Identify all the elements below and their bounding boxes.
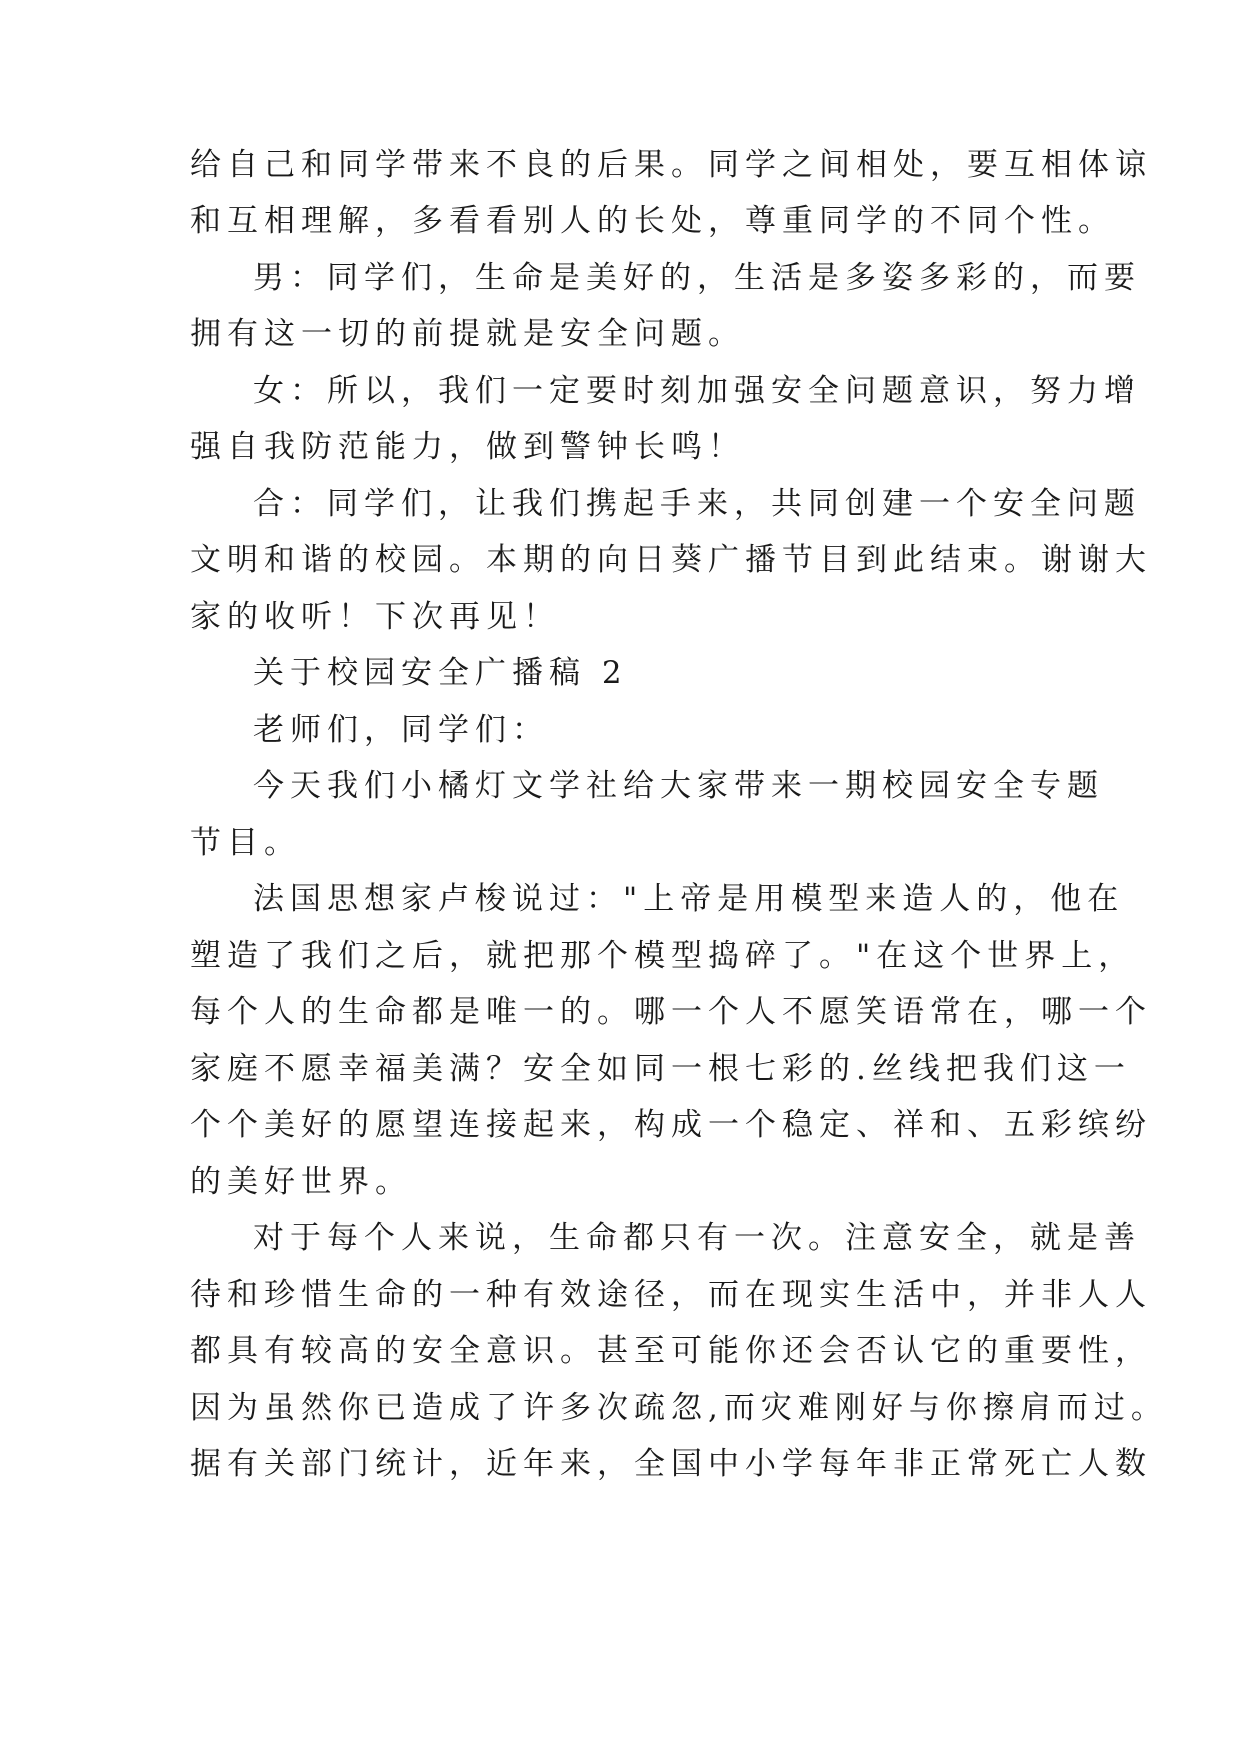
text-line: 每个人的生命都是唯一的。哪一个人不愿笑语常在，哪一个 bbox=[190, 994, 1152, 1030]
salutation-line: 老师们，同学们： bbox=[253, 712, 549, 748]
text-line: 给自己和同学带来不良的后果。同学之间相处，要互相体谅 bbox=[190, 147, 1152, 183]
text-line: 拥有这一切的前提就是安全问题。 bbox=[190, 316, 745, 352]
text-line: 塑造了我们之后，就把那个模型捣碎了。"在这个世界上， bbox=[190, 938, 1136, 974]
text-line: 强自我防范能力，做到警钟长鸣！ bbox=[190, 429, 745, 465]
text-line: 待和珍惜生命的一种有效途径，而在现实生活中，并非人人 bbox=[190, 1277, 1152, 1313]
paragraph-start-line: 合：同学们，让我们携起手来，共同创建一个安全问题 bbox=[253, 486, 1141, 522]
text-line: 因为虽然你已造成了许多次疏忽,而灾难刚好与你擦肩而过。 bbox=[190, 1390, 1168, 1426]
text-line: 家庭不愿幸福美满？安全如同一根七彩的.丝线把我们这一 bbox=[190, 1051, 1131, 1087]
text-line: 据有关部门统计，近年来，全国中小学每年非正常死亡人数 bbox=[190, 1446, 1152, 1482]
text-line: 节目。 bbox=[190, 825, 301, 861]
text-line: 都具有较高的安全意识。甚至可能你还会否认它的重要性， bbox=[190, 1333, 1152, 1369]
text-line: 个个美好的愿望连接起来，构成一个稳定、祥和、五彩缤纷 bbox=[190, 1107, 1152, 1143]
paragraph-start-line: 法国思想家卢梭说过："上帝是用模型来造人的，他在 bbox=[253, 881, 1125, 917]
paragraph-start-line: 今天我们小橘灯文学社给大家带来一期校园安全专题 bbox=[253, 768, 1104, 804]
text-line: 文明和谐的校园。本期的向日葵广播节目到此结束。谢谢大 bbox=[190, 542, 1152, 578]
text-line: 的美好世界。 bbox=[190, 1164, 412, 1200]
paragraph-start-line: 男：同学们，生命是美好的，生活是多姿多彩的，而要 bbox=[253, 260, 1141, 296]
paragraph-start-line: 对于每个人来说，生命都只有一次。注意安全，就是善 bbox=[253, 1220, 1141, 1256]
text-line: 家的收听！下次再见！ bbox=[190, 599, 560, 635]
text-line: 和互相理解，多看看别人的长处，尊重同学的不同个性。 bbox=[190, 203, 1115, 239]
paragraph-start-line: 女：所以，我们一定要时刻加强安全问题意识，努力增 bbox=[253, 373, 1141, 409]
section-heading: 关于校园安全广播稿 2 bbox=[253, 655, 628, 691]
